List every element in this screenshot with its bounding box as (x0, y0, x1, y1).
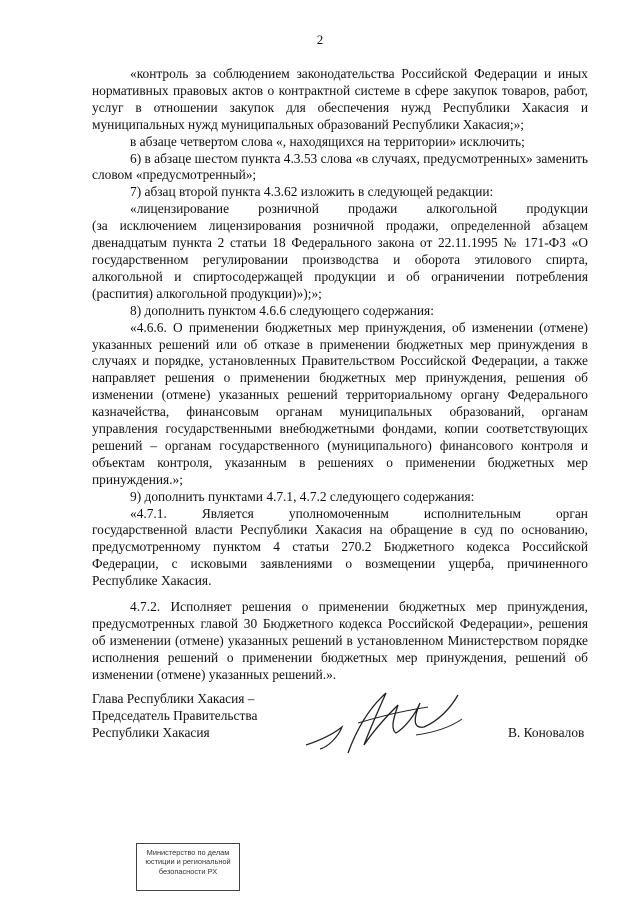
paragraph-9-word: «4.7.1. (130, 505, 167, 521)
signer-title-line: Глава Республики Хакасия – (92, 691, 255, 706)
paragraph-9-word: исполнительным (423, 505, 521, 521)
stamp-line: безопасности РХ (158, 866, 218, 876)
paragraph-5-word: продукции (526, 201, 588, 217)
paragraph-6: 8) дополнить пунктом 4.6.6 следующего содержания: (130, 302, 434, 318)
paragraph-5-continuation: (за исключением лицензирования розничной продажи, определенной абзацем двенадцатым пункта 2 статьи 18 Федерального закона от 22.11.1995 № 171-ФЗ «О государственном регулировании производства и оборота этилового спирта, алкогольной и спиртосодержащей продукции и об ограничении потребления (распития) алкогольной продукции)»);»; (92, 218, 588, 301)
paragraph-10: 4.7.2. Исполняет решения о применении бюджетных мер принуждения, предусмотренных главой 30 Бюджетного кодекса Российской Федерации», решения об изменении (отмене) указанных решений в установленном Министерством порядке исполнения решений о применении бюджетных мер принуждения, решений об изменении (отмене) указанных решений.». (92, 599, 588, 682)
paragraph-5-word: алкогольной (426, 201, 498, 217)
paragraph-1: «контроль за соблюдением законодательства Российской Федерации и иных нормативных правовых актов о контрактной системе в сфере закупок товаров, работ, услуг в отношении закупок для обеспечения нужд Республики Хакасия и муниципальных нужд муниципальных образований Республики Хакасия;»; (92, 66, 588, 132)
paragraph-5-word: продажи (348, 201, 398, 217)
paragraph-5-word: «лицензирование (130, 201, 230, 217)
stamp-line: юстиции и региональной (145, 857, 231, 867)
paragraph-2: в абзаце четвертом слова «, находящихся на территории» исключить; (130, 133, 525, 149)
paragraph-9-first-line (92, 506, 588, 523)
paragraph-8: 9) дополнить пунктами 4.7.1, 4.7.2 следующего содержания: (130, 488, 475, 504)
paragraph-9-word: уполномоченным (288, 505, 389, 521)
signer-title (92, 690, 257, 741)
paragraph-3: 6) в абзаце шестом пункта 4.3.53 слова «в случаях, предусмотренных» заменить словом «предусмотренный»; (92, 150, 588, 183)
paragraph-9-continuation: государственной власти Республики Хакасия на обращение в суд по основанию, предусмотренному пунктом 4 статьи 270.2 Бюджетного кодекса Российской Федерации, с исковыми заявлениями о возмещении ущерба, причиненного Республике Хакасия. (92, 522, 588, 589)
paragraph-5-word: розничной (258, 201, 319, 217)
page-number: 2 (316, 32, 324, 47)
stamp-line: Министерство по делам (146, 848, 230, 857)
paragraph-4: 7) абзац второй пункта 4.3.62 изложить в следующей редакции: (130, 184, 494, 200)
signer-name: В. Коновалов (508, 725, 585, 740)
registration-stamp (136, 843, 240, 891)
paragraph-5-first-line (92, 201, 588, 218)
paragraph-9-word: орган (555, 505, 588, 521)
paragraph-9-word: Является (201, 505, 254, 521)
handwritten-signature (298, 683, 468, 763)
signer-title-line: Республики Хакасия (92, 725, 210, 740)
paragraph-7: «4.6.6. О применении бюджетных мер принуждения, об изменении (отмене) указанных решений или об отказе в применении бюджетных мер принуждения в случаях и порядке, установленных Правительством Российской Федерации, а также направляет решения о применении бюджетных мер принуждения, решения об изменении (отмене) указанных решений территориальному органу Федерального казначейства, финансовым органам муниципальных образований, органам управления государственными внебюджетными фондами, копии соответствующих решений – органам государственного (муниципального) финансового контроля и объектам контроля, указанным в решениях о применении бюджетных мер принуждения.»; (92, 319, 588, 487)
signer-title-line: Председатель Правительства (92, 708, 258, 723)
document-body (92, 66, 588, 684)
